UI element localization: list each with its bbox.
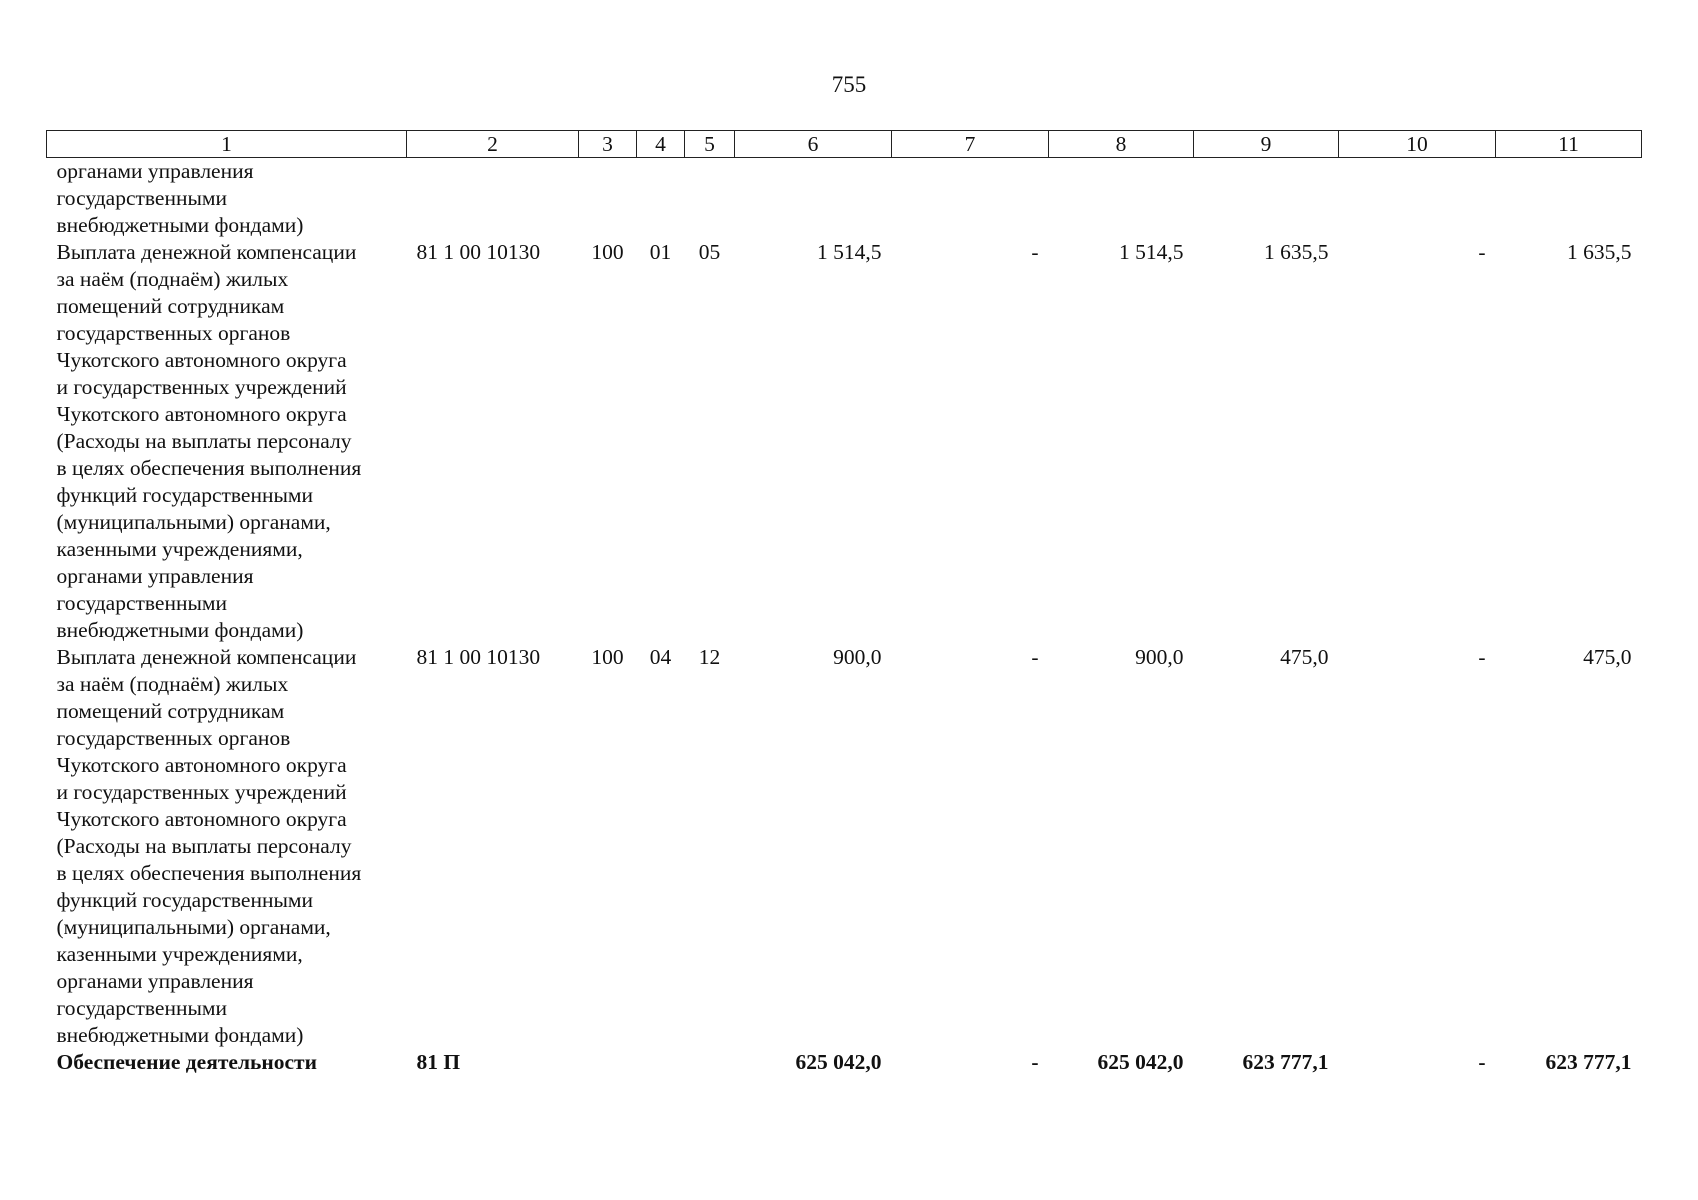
row-col-9: 623 777,1 xyxy=(1242,1050,1329,1074)
row-col-10 xyxy=(1339,158,1496,240)
column-header-4: 4 xyxy=(637,131,685,158)
row-col-7: - xyxy=(1031,1050,1039,1074)
row-col-9 xyxy=(1194,158,1339,240)
row-col-5 xyxy=(685,1049,735,1076)
row-col-11: 1 635,5 xyxy=(1567,240,1632,264)
row-col-9: 475,0 xyxy=(1280,645,1329,669)
column-header-5: 5 xyxy=(685,131,735,158)
row-col-3: 100 xyxy=(591,645,624,669)
row-name: Обеспечение деятельности xyxy=(56,1050,318,1074)
row-name: Выплата денежной компенсации за наём (поднаём) жилых помещений сотрудникам государственных органов Чукотского автономного округа и государственных учреждений Чукотского автономного округа (Расходы на выплаты персоналу в целях обеспечения выполнения функций государственными (муниципальными) органами, казенными учреждениями, органами управления государственными внебюджетными фондами) xyxy=(56,240,362,642)
row-col-7: - xyxy=(1031,645,1039,669)
row-code: 81 1 00 10130 xyxy=(416,645,541,669)
row-col-6: 900,0 xyxy=(833,645,882,669)
table-row xyxy=(47,644,1642,1049)
table-row-total xyxy=(47,1049,1642,1076)
column-header-6: 6 xyxy=(735,131,892,158)
row-col-8: 900,0 xyxy=(1135,645,1184,669)
row-col-7 xyxy=(892,158,1049,240)
row-col-5 xyxy=(685,158,735,240)
column-header-9: 9 xyxy=(1194,131,1339,158)
column-header-3: 3 xyxy=(579,131,637,158)
row-col-9: 1 635,5 xyxy=(1264,240,1329,264)
row-col-5: 12 xyxy=(698,645,721,669)
row-col-4 xyxy=(637,158,685,240)
row-col-10: - xyxy=(1478,240,1486,264)
row-code: 81 1 00 10130 xyxy=(416,240,541,264)
row-col-11 xyxy=(1496,158,1642,240)
row-col-3: 100 xyxy=(591,240,624,264)
row-col-4: 01 xyxy=(649,240,672,264)
row-col-6: 1 514,5 xyxy=(817,240,882,264)
row-col-3 xyxy=(579,158,637,240)
row-name: Выплата денежной компенсации за наём (поднаём) жилых помещений сотрудникам государственных органов Чукотского автономного округа и государственных учреждений Чукотского автономного округа (Расходы на выплаты персоналу в целях обеспечения выполнения функций государственными (муниципальными) органами, казенными учреждениями, органами управления государственными внебюджетными фондами) xyxy=(56,645,362,1047)
row-col-10: - xyxy=(1478,1050,1486,1074)
row-col-10: - xyxy=(1478,645,1486,669)
row-code xyxy=(407,158,579,240)
column-header-8: 8 xyxy=(1049,131,1194,158)
table-row xyxy=(47,239,1642,644)
row-col-6: 625 042,0 xyxy=(795,1050,882,1074)
header-row xyxy=(47,131,1642,158)
column-header-1: 1 xyxy=(47,131,407,158)
row-col-4: 04 xyxy=(649,645,672,669)
column-header-10: 10 xyxy=(1339,131,1496,158)
column-header-2: 2 xyxy=(407,131,579,158)
row-col-6 xyxy=(735,158,892,240)
row-col-8 xyxy=(1049,158,1194,240)
row-col-3 xyxy=(579,1049,637,1076)
row-name: органами управления государственными внебюджетными фондами) xyxy=(56,159,304,237)
column-header-7: 7 xyxy=(892,131,1049,158)
column-header-11: 11 xyxy=(1496,131,1642,158)
budget-table xyxy=(46,130,1642,1076)
row-code: 81 П xyxy=(416,1050,461,1074)
row-col-11: 623 777,1 xyxy=(1545,1050,1632,1074)
row-col-4 xyxy=(637,1049,685,1076)
row-col-8: 1 514,5 xyxy=(1119,240,1184,264)
table-row xyxy=(47,158,1642,240)
page-number: 755 xyxy=(831,72,867,97)
row-col-5: 05 xyxy=(698,240,721,264)
row-col-11: 475,0 xyxy=(1583,645,1632,669)
row-col-7: - xyxy=(1031,240,1039,264)
row-col-8: 625 042,0 xyxy=(1097,1050,1184,1074)
